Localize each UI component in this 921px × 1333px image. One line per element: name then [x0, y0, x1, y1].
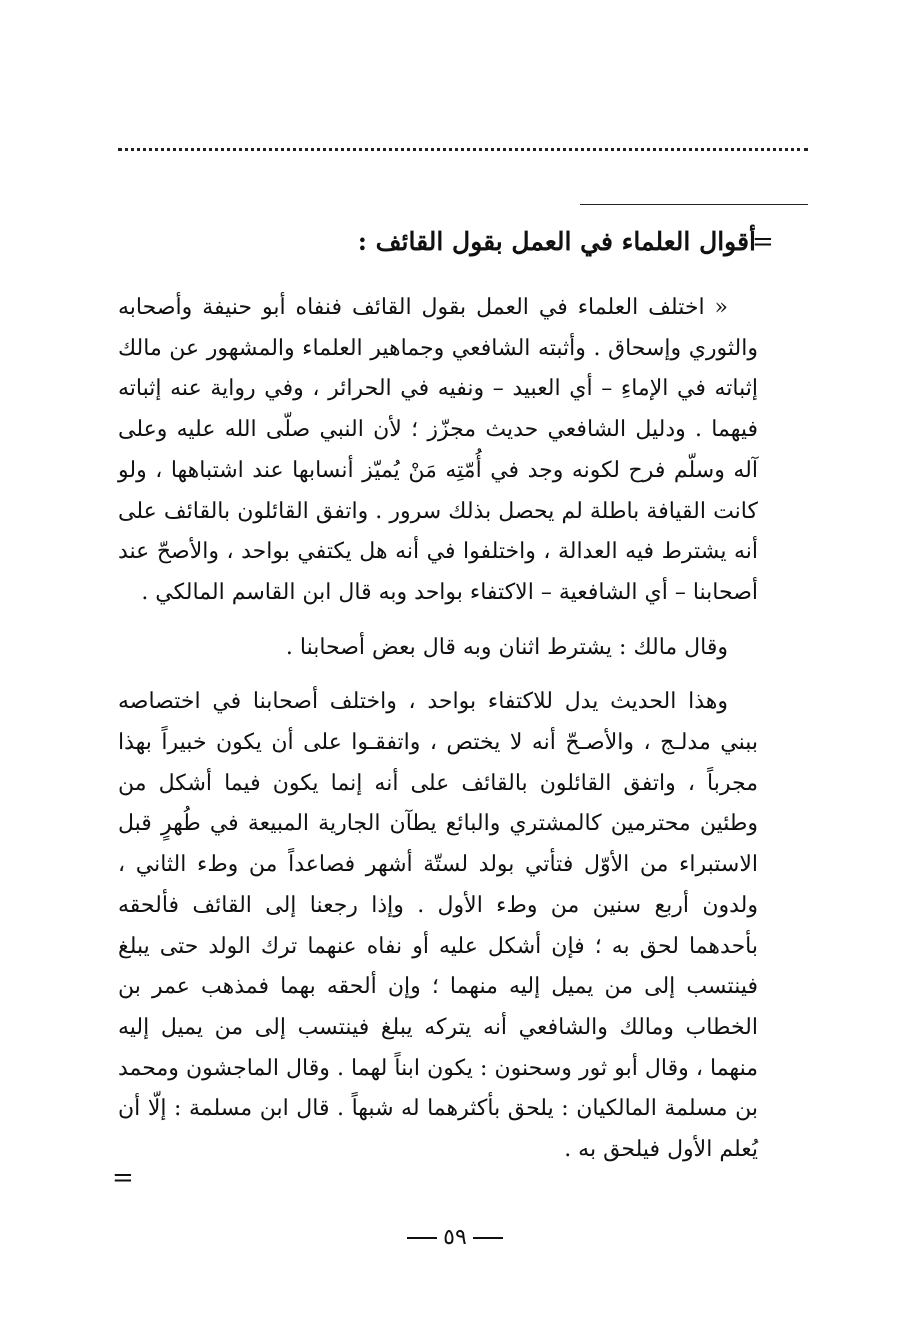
section-heading: أقوال العلماء في العمل بقول القائف : [357, 227, 756, 256]
paragraph: وقال مالك : يشترط اثنان وبه قال بعض أصحابنا . [285, 634, 728, 660]
body-text [118, 288, 758, 1171]
continuation-mark-top: = [752, 227, 774, 257]
continuation-mark-bottom: = [112, 1163, 134, 1193]
paragraph: « اختلف العلماء في العمل بقول القائف فنفاه أبو حنيفة وأصحابه والثوري وإسحاق . وأثبته الشافعي وجماهير العلماء والمشهور عن مالك إثباته في الإماءِ – أي العبيد – ونفيه في الحرائر ، وفي رواية عنه إثباته فيهما . ودليل الشافعي حديث مجزّز ؛ لأن النبي صلّى الله عليه وعلى آله وسلّم فرح لكونه وجد في أُمّتِه مَنْ يُميّز أنسابها عند اشتباهها ، ولو كانت القيافة باطلة لم يحصل بذلك سرور . واتفق القائلون بالقائف على أنه يشترط فيه العدالة ، واختلفوا في أنه هل يكتفي بواحد ، والأصحّ عند أصحابنا – أي الشافعية – الاكتفاء بواحد وبه قال ابن القاسم المالكي . [118, 295, 758, 605]
dotted-separator [118, 148, 808, 155]
paragraph: وهذا الحديث يدل للاكتفاء بواحد ، واختلف أصحابنا في اختصاصه ببني مدلـج ، والأصـحّ أنه لا يختص ، واتفقـوا على أن يكون خبيراً بهذا مجرباً ، واتفق القائلون بالقائف على أنه إنما يكون فيما أشكل من وطئين محترمين كالمشتري والبائع يطآن الجارية المبيعة في طُهرٍ قبل الاستبراء من الأوّل فتأتي بولد لستّة أشهر فصاعداً من وطء الثاني ، ولدون أربع سنين من وطء الأول . وإذا رجعنا إلى القائف فألحقه بأحدهما لحق به ؛ فإن أشكل عليه أو نفاه عنهما ترك الولد حتى يبلغ فينتسب إلى من يميل إليه منهما ؛ وإن ألحقه بهما فمذهب عمر بن الخطاب ومالك والشافعي أنه يتركه يبلغ فينتسب إلى من يميل إليه منهما ، وقال أبو ثور وسحنون : يكون ابناً لهما . وقال الماجشون ومحمد بن مسلمة المالكيان : يلحق بأكثرهما له شبهاً . قال ابن مسلمة : إلّا أن يُعلم الأول فيلحق به . [118, 689, 758, 1163]
page-number-value: ٥٩ [443, 1225, 467, 1250]
dash-icon [407, 1237, 437, 1239]
dash-icon [473, 1237, 503, 1239]
page-number [390, 1218, 520, 1258]
footnote-rule [580, 204, 808, 205]
